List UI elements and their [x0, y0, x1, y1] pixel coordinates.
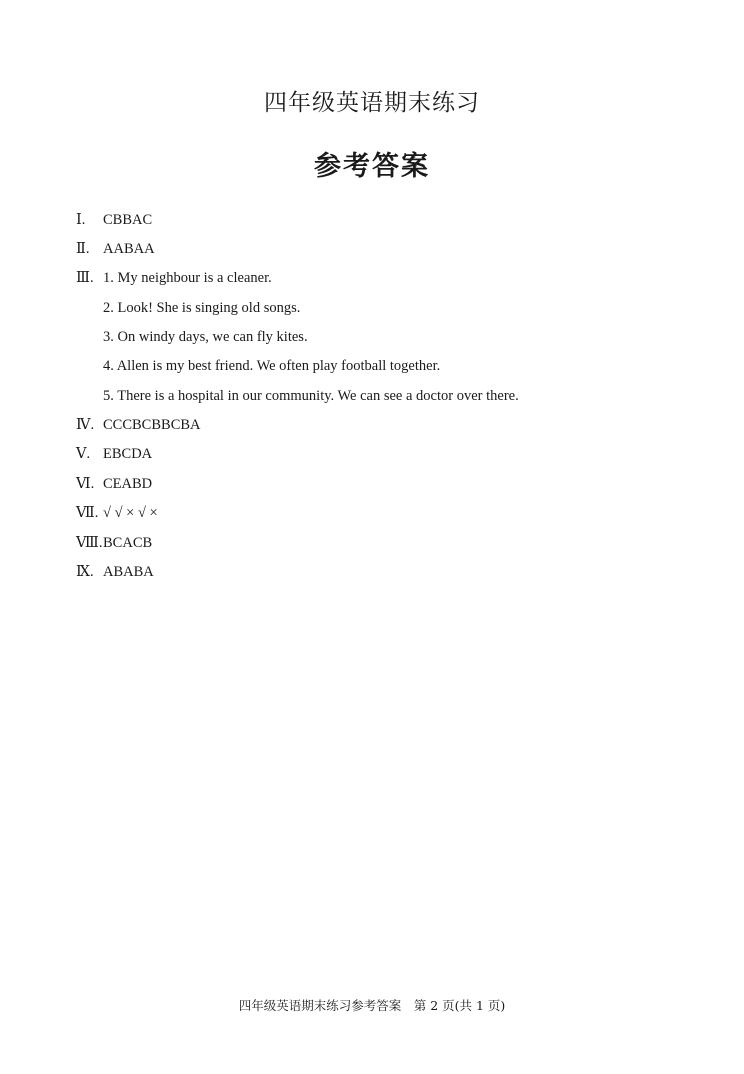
section-answer: 4. Allen is my best friend. We often play football together.: [103, 358, 441, 374]
section-number: Ⅸ.: [76, 564, 94, 580]
section-answer: 3. On windy days, we can fly kites.: [103, 329, 308, 345]
document-title: 参考答案: [314, 151, 430, 182]
section-number: Ⅰ.: [76, 212, 86, 228]
section-number: Ⅶ.: [76, 505, 99, 521]
section-answer: BCACB: [103, 535, 153, 551]
document-subtitle: 四年级英语期末练习: [264, 90, 480, 116]
section-answer: √ √ × √ ×: [103, 505, 158, 521]
section-answer: CCCBCBBCBA: [103, 417, 201, 433]
section-number: Ⅴ.: [76, 446, 91, 462]
section-answer: ABABA: [103, 564, 154, 580]
section-answer: EBCDA: [103, 446, 153, 462]
section-number: Ⅷ.: [76, 535, 103, 551]
section-number: Ⅵ.: [76, 476, 95, 492]
section-answer: CBBAC: [103, 212, 153, 228]
section-number: Ⅱ.: [76, 241, 90, 257]
section-answer: 2. Look! She is singing old songs.: [103, 300, 301, 316]
section-answer: 1. My neighbour is a cleaner.: [103, 270, 272, 286]
section-number: Ⅲ.: [76, 270, 94, 286]
section-answer: 5. There is a hospital in our community. We can see a doctor over there.: [103, 388, 519, 404]
section-answer: AABAA: [103, 241, 155, 257]
section-answer: CEABD: [103, 476, 153, 492]
page-footer: 四年级英语期末练习参考答案 第 2 页(共 1 页): [238, 998, 506, 1013]
section-number: Ⅳ.: [76, 417, 95, 433]
